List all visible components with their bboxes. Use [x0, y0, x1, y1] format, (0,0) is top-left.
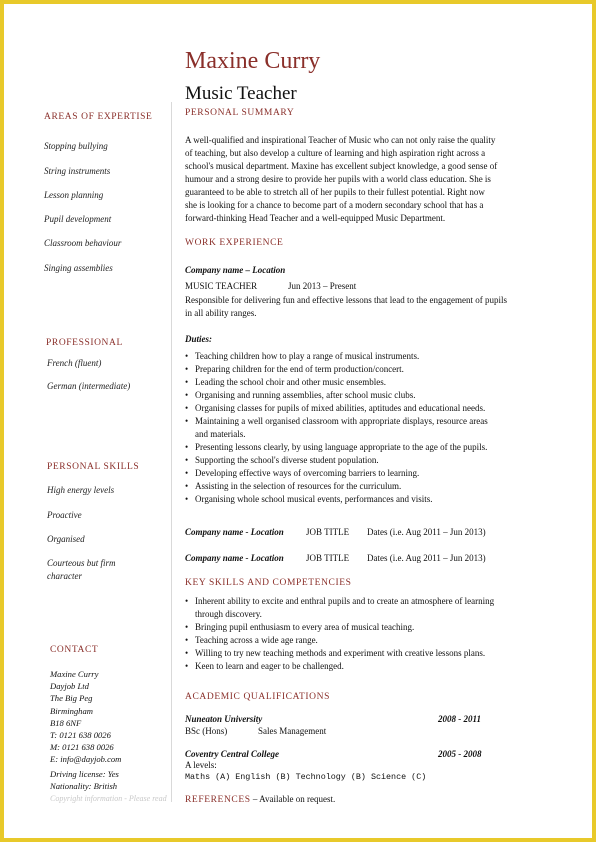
summary-line: school's musical department. Maxine has excellent subject knowledge, a good sense of — [185, 161, 498, 171]
professional-item: German (intermediate) — [47, 381, 131, 391]
expertise-item: Stopping bullying — [44, 141, 108, 151]
institution-dates: 2005 - 2008 — [438, 749, 482, 759]
role-description-line: in all ability ranges. — [185, 308, 257, 318]
job-dates: Dates (i.e. Aug 2011 – Jun 2013) — [367, 527, 486, 537]
contact-line: Dayjob Ltd — [50, 681, 89, 692]
job-title-placeholder: JOB TITLE — [306, 553, 350, 563]
role-description — [185, 294, 507, 320]
resume-page — [4, 4, 592, 838]
duty-item: • Organising classes for pupils of mixed abilities, aptitudes and educational needs. — [185, 402, 488, 415]
key-skills-list — [185, 595, 494, 673]
skill-item: Organised — [47, 534, 85, 544]
institution: Nuneaton University — [185, 714, 263, 724]
key-skill-text: Inherent ability to excite and enthral pupils and to create an atmosphere of learning — [195, 596, 495, 606]
a-levels-grades: Maths (A) English (B) Technology (B) Science (C) — [185, 772, 427, 782]
professional-item: French (fluent) — [47, 358, 102, 368]
contact-heading: CONTACT — [50, 645, 99, 655]
skill-item: Courteous but firm — [47, 558, 116, 568]
contact-block — [50, 668, 121, 766]
contact-line: M: 0121 638 0026 — [50, 742, 114, 753]
summary-line: of teaching, but also develop a culture of learning and high aspiration right across a — [185, 148, 486, 158]
expertise-item: Classroom behaviour — [44, 238, 122, 248]
key-skill-item: • Willing to try new teaching methods and experiment with creative lessons plans. — [185, 647, 494, 660]
key-skill-continuation: through discovery. — [195, 609, 262, 619]
institution: Coventry Central College — [185, 749, 279, 759]
company-location: Company name - Location — [185, 553, 284, 563]
duty-continuation: and materials. — [195, 429, 246, 439]
expertise-heading: AREAS OF EXPERTISE — [44, 112, 153, 122]
academic-heading: ACADEMIC QUALIFICATIONS — [185, 692, 330, 702]
contact-line: T: 0121 638 0026 — [50, 730, 111, 741]
duty-item: • Assisting in the selection of resources for the curriculum. — [185, 480, 488, 493]
degree: BSc (Hons) — [185, 726, 228, 736]
institution-dates: 2008 - 2011 — [438, 714, 482, 724]
job-title-placeholder: JOB TITLE — [306, 527, 350, 537]
summary-line: A well-qualified and inspirational Teacher of Music who can not only raise the quality — [185, 135, 496, 145]
candidate-name: Maxine Curry — [185, 48, 321, 74]
professional-heading: PROFESSIONAL — [46, 338, 123, 348]
company-location: Company name – Location — [185, 265, 286, 275]
degree-subject: Sales Management — [258, 726, 327, 736]
references — [185, 794, 335, 805]
expertise-item: String instruments — [44, 166, 111, 176]
duty-item: • Developing effective ways of overcoming barriers to learning. — [185, 467, 488, 480]
copyright-watermark: Copyright information - Please read — [50, 794, 167, 803]
job-dates: Dates (i.e. Aug 2011 – Jun 2013) — [367, 553, 486, 563]
duty-item: • Organising whole school musical events, performances and visits. — [185, 493, 488, 506]
duty-item: • Leading the school choir and other music ensembles. — [185, 376, 488, 389]
duties-label: Duties: — [185, 334, 212, 344]
references-text: – Available on request. — [250, 794, 336, 804]
summary-paragraph — [185, 134, 497, 225]
contact-line: B18 6NF — [50, 717, 82, 728]
summary-heading: PERSONAL SUMMARY — [185, 108, 295, 118]
key-skill-item — [185, 595, 494, 621]
summary-line: she is looking for a chance to become part of a modern secondary school that has a — [185, 200, 484, 210]
job-title: Music Teacher — [185, 83, 297, 104]
nationality: Nationality: British — [50, 781, 118, 791]
duty-item — [185, 415, 488, 441]
key-skill-item: • Bringing pupil enthusiasm to every area of musical teaching. — [185, 621, 494, 634]
role-dates: Jun 2013 – Present — [288, 281, 357, 291]
duty-item: • Teaching children how to play a range of musical instruments. — [185, 350, 488, 363]
summary-line: guaranteed to be able to stretch all of her pupils to their fullest potential. Right now — [185, 187, 485, 197]
key-skill-item: • Teaching across a wide age range. — [185, 634, 494, 647]
a-levels-label: A levels: — [185, 760, 217, 770]
references-heading: REFERENCES — [185, 795, 251, 805]
duty-item: • Supporting the school's diverse student population. — [185, 454, 488, 467]
company-location: Company name - Location — [185, 527, 284, 537]
skill-item: character — [47, 571, 82, 581]
column-divider — [171, 102, 172, 802]
expertise-item: Lesson planning — [44, 190, 104, 200]
key-skills-heading: KEY SKILLS AND COMPETENCIES — [185, 578, 352, 588]
key-skill-item: • Keen to learn and eager to be challenged. — [185, 660, 494, 673]
expertise-item: Pupil development — [44, 214, 112, 224]
personal-skills-heading: PERSONAL SKILLS — [47, 462, 140, 472]
duty-item: • Preparing children for the end of term production/concert. — [185, 363, 488, 376]
summary-line: forward-thinking Head Teacher and a well-equipped Music Department. — [185, 213, 446, 223]
driving-license: Driving license: Yes — [50, 769, 119, 779]
contact-line: Birmingham — [50, 705, 93, 716]
duty-item: • Presenting lessons clearly, by using language appropriate to the age of the pupils. — [185, 441, 488, 454]
duty-item: • Organising and running assemblies, after school music clubs. — [185, 389, 488, 402]
skill-item: High energy levels — [47, 485, 115, 495]
duty-text: Maintaining a well organised classroom with appropriate displays, resource areas — [195, 416, 488, 426]
skill-item: Proactive — [47, 510, 82, 520]
role-title: MUSIC TEACHER — [185, 281, 258, 291]
contact-line: E: info@dayjob.com — [50, 754, 122, 765]
duties-list — [185, 350, 488, 506]
expertise-item: Singing assemblies — [44, 263, 113, 273]
contact-line: Maxine Curry — [50, 669, 99, 679]
summary-line: humour and a strong desire to provide her pupils with a world class education. She is — [185, 174, 491, 184]
work-heading: WORK EXPERIENCE — [185, 238, 284, 248]
contact-line: The Big Peg — [50, 693, 93, 704]
role-description-line: Responsible for delivering fun and effective lessons that lead to the engagement of pupils — [185, 295, 507, 305]
